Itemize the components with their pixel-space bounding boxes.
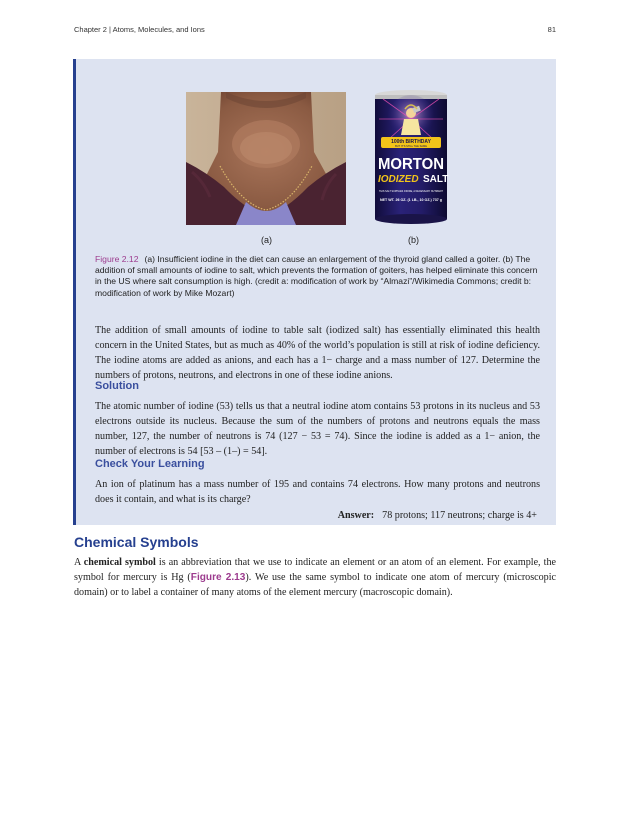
example-box [73, 59, 556, 525]
check-learning-text: An ion of platinum has a mass number of 195 and contains 74 electrons. How many protons and neutrons does it contain, and what is its charge? [95, 479, 540, 505]
answer [338, 508, 537, 523]
figure-caption [95, 254, 545, 299]
salt-net-weight: NET WT. 26 OZ. (1 LB., 10 OZ.) 737 g [380, 198, 443, 202]
para-part3: ). We use the same symbol to indicate one atom of mercury (microscopic domain) or to label a container of many atoms of the element mercury (macroscopic domain). [74, 572, 557, 598]
solution-text: The atomic number of iodine (53) tells us that a neutral iodine atom contains 53 protons in its nucleus and 53 electrons outside its nucleus. Because the sum of the numbers of protons and neutrons equals the mass number, 127, the number of neutrons is 74 (127 − 53 = 74). Since the iodine is added as a 1− anion, the number of electrons is 54 [53 – (1–) = 54]. [95, 401, 540, 457]
answer-text: 78 protons; 117 neutrons; charge is 4+ [382, 510, 537, 521]
goiter-photo-illustration [186, 92, 346, 225]
morton-salt-photo [369, 89, 453, 225]
page-header [74, 25, 556, 34]
salt-small-line1: THIS SALT SUPPLIES IODIDE, A NECESSARY NUTRIENT [379, 189, 444, 193]
salt-container-illustration [369, 89, 453, 225]
para-part2: is an abbreviation that we use to indicate an element or an atom of an element. For example, the symbol for mercury is Hg ( [74, 557, 556, 583]
chapter-title: Chapter 2 | Atoms, Molecules, and Ions [74, 25, 205, 34]
para-part1: A [74, 557, 84, 568]
example-problem: The addition of small amounts of iodine to table salt (iodized salt) has essentially eliminated this health concern in the United States, but as much as 40% of the world’s population is still at risk of iodine deficiency. The iodine atoms are added as anions, and each has a 1− charge and a mass number of 127. Determine the numbers of protons, neutrons, and electrons in one of these iodine anions. [95, 325, 540, 381]
page-number: 81 [547, 25, 556, 34]
figure-label-a: (a) [261, 235, 272, 245]
goiter-photo [186, 92, 346, 225]
iodized-word: IODIZED [378, 174, 419, 185]
figure-2-13-link[interactable]: Figure 2.13 [190, 572, 246, 583]
brand-name: MORTON [378, 156, 444, 173]
chemical-symbols-paragraph [74, 555, 556, 600]
answer-label: Answer: [337, 510, 375, 521]
figure-label-b: (b) [408, 235, 419, 245]
badge-line2: BUT IT'S STILL THE SAME [395, 145, 427, 148]
salt-word: SALT [423, 174, 449, 185]
badge-line1: 100th BIRTHDAY [391, 139, 431, 145]
key-term: chemical symbol [83, 557, 156, 568]
check-learning-heading: Check Your Learning [95, 458, 205, 470]
section-title: Chemical Symbols [74, 534, 199, 550]
caption-text: (a) Insufficient iodine in the diet can cause an enlargement of the thyroid gland called a goiter. (b) The addition of small amounts of iodine to salt, which prevents the formation of goiters, has helped eliminate this concern in the US where salt consumption is high. (credit a: modification of work by “Almazi”/Wikimedia Commons; credit b: modification of work by Mike Mozart) [95, 254, 538, 298]
solution-heading: Solution [95, 380, 139, 392]
figure-number: Figure 2.12 [95, 254, 139, 264]
